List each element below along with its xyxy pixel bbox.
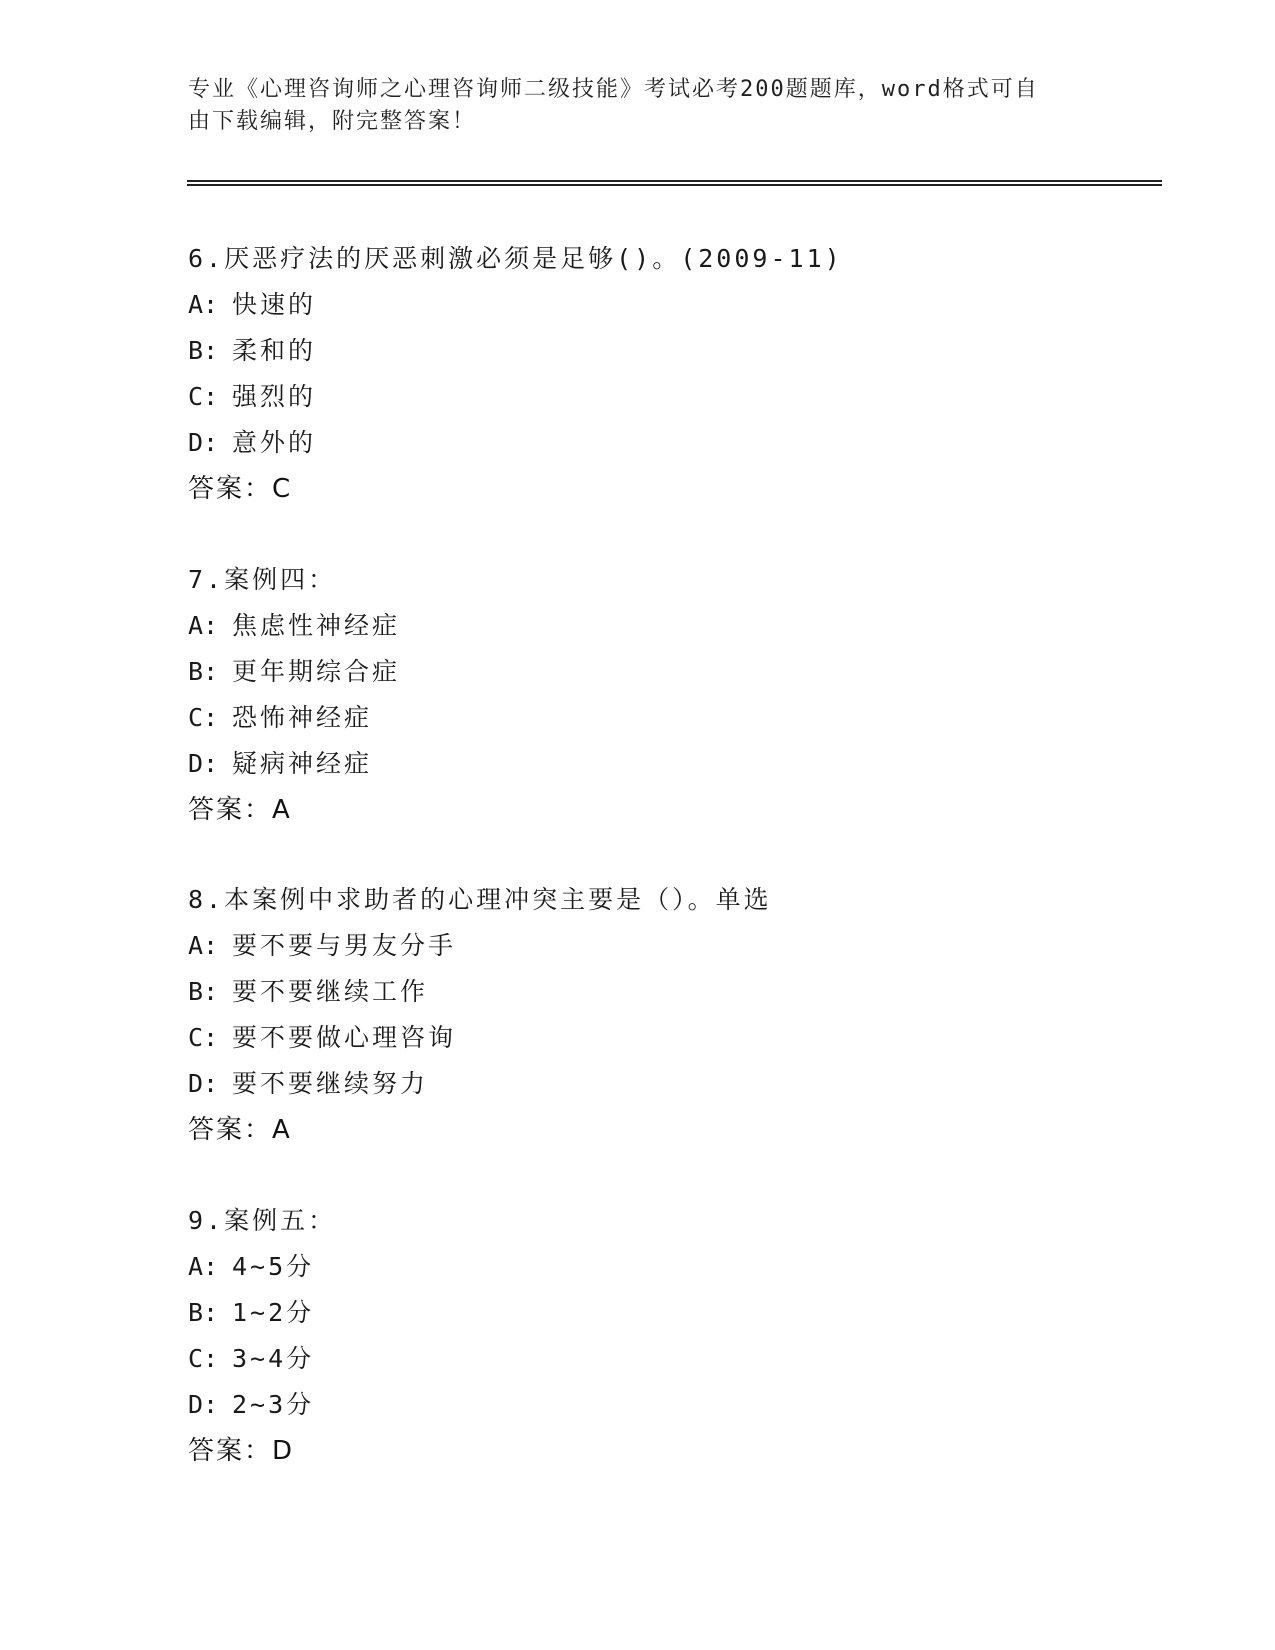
option-text: 更年期综合症 — [232, 657, 401, 686]
option-d — [188, 1382, 1148, 1428]
question-block — [188, 236, 1148, 512]
option-text: 3~4分 — [232, 1344, 315, 1373]
question-title: 6.厌恶疗法的厌恶刺激必须是足够()。(2009-11) — [188, 244, 843, 273]
option-text: 强烈的 — [232, 382, 317, 411]
header-line-2: 由下载编辑，附完整答案！ — [188, 109, 477, 134]
option-key: D: — [188, 1069, 219, 1098]
option-text: 疑病神经症 — [232, 749, 373, 778]
option-c — [188, 1336, 1148, 1382]
option-c — [188, 1015, 1148, 1061]
option-b — [188, 328, 1148, 374]
option-b — [188, 1290, 1148, 1336]
header-divider-top — [187, 180, 1162, 182]
option-d — [188, 1061, 1148, 1107]
option-key: C: — [188, 1344, 219, 1373]
option-c — [188, 695, 1148, 741]
question-block — [188, 1198, 1148, 1474]
option-key: B: — [188, 1298, 219, 1327]
option-key: B: — [188, 336, 219, 365]
header-divider-bottom — [187, 184, 1162, 186]
option-text: 要不要继续努力 — [232, 1069, 429, 1098]
option-key: D: — [188, 749, 219, 778]
option-b — [188, 969, 1148, 1015]
option-key: D: — [188, 428, 219, 457]
option-text: 意外的 — [232, 428, 317, 457]
option-a — [188, 1244, 1148, 1290]
question-title: 8.本案例中求助者的心理冲突主要是（）。单选 — [188, 885, 772, 914]
option-key: D: — [188, 1390, 219, 1419]
question-title: 7.案例四： — [188, 565, 337, 594]
option-key: B: — [188, 657, 219, 686]
question-block — [188, 557, 1148, 833]
option-a — [188, 923, 1148, 969]
option-d — [188, 741, 1148, 787]
option-key: B: — [188, 977, 219, 1006]
answer-line: 答案：D — [188, 1436, 295, 1466]
option-text: 1~2分 — [232, 1298, 315, 1327]
option-c — [188, 374, 1148, 420]
option-text: 要不要继续工作 — [232, 977, 429, 1006]
header-line-1: 专业《心理咨询师之心理咨询师二级技能》考试必考200题题库，word格式可自 — [188, 77, 1039, 102]
answer-line: 答案：A — [188, 795, 292, 825]
option-key: A: — [188, 1252, 219, 1281]
option-text: 4~5分 — [232, 1252, 315, 1281]
option-key: A: — [188, 611, 219, 640]
option-text: 2~3分 — [232, 1390, 315, 1419]
option-key: C: — [188, 703, 219, 732]
option-a — [188, 282, 1148, 328]
question-title: 9.案例五： — [188, 1206, 337, 1235]
option-key: A: — [188, 931, 219, 960]
option-key: C: — [188, 1023, 219, 1052]
option-text: 要不要与男友分手 — [232, 931, 457, 960]
option-a — [188, 603, 1148, 649]
question-block — [188, 877, 1148, 1153]
option-text: 快速的 — [232, 290, 317, 319]
option-b — [188, 649, 1148, 695]
option-text: 焦虑性神经症 — [232, 611, 401, 640]
answer-line: 答案：C — [188, 474, 293, 504]
option-key: A: — [188, 290, 219, 319]
option-text: 要不要做心理咨询 — [232, 1023, 457, 1052]
option-text: 柔和的 — [232, 336, 317, 365]
option-d — [188, 420, 1148, 466]
answer-line: 答案：A — [188, 1115, 292, 1145]
option-key: C: — [188, 382, 219, 411]
document-header — [188, 74, 1088, 138]
option-text: 恐怖神经症 — [232, 703, 373, 732]
